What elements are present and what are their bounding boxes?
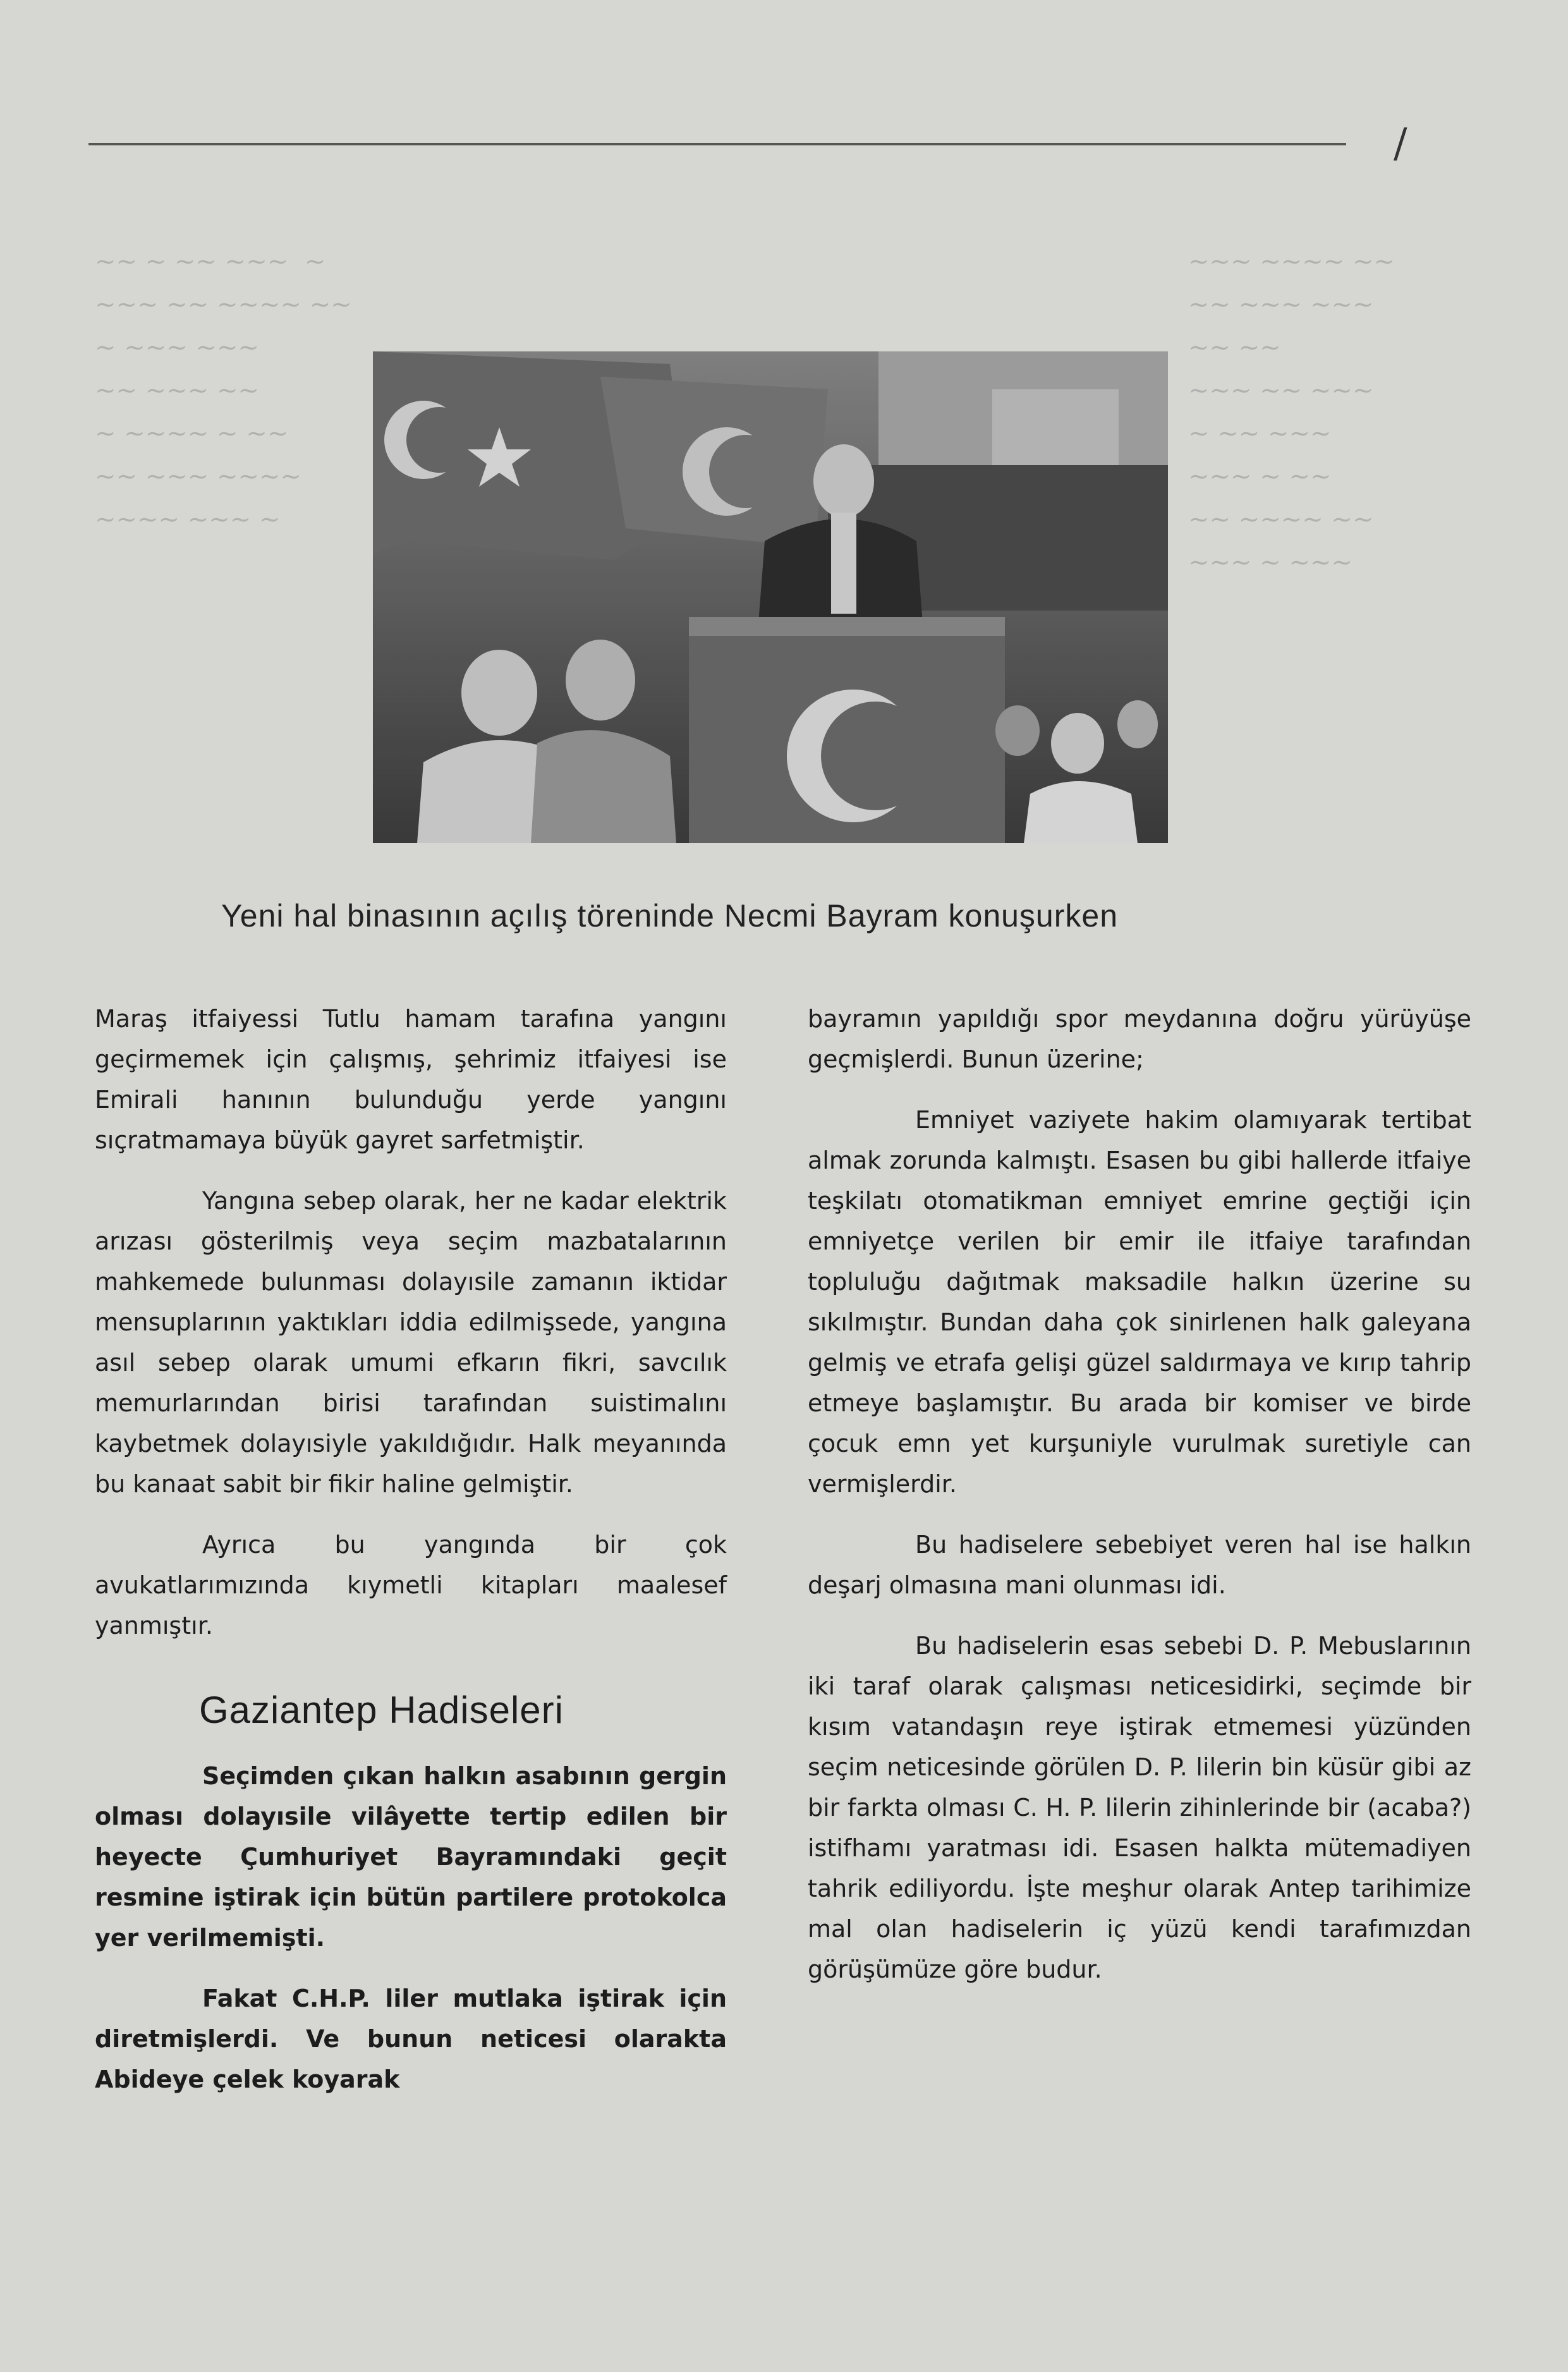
left-paragraph-2: Yangına sebep olarak, her ne kadar elektrik arızası gösterilmiş veya seçim mazbatalarının mahkemede bulunması dolayısile zamanın iktidar mensuplarının yaktıkları iddia edilmişsede, yangına asıl sebep olarak umumi efkarın fikri, savcılık memurlarından birisi tarafından suistimalını kaybetmek dolayısiyle yakıldığıdır. Halk meyanında bu kanaat sabit bir fikir haline gelmiştir. [95, 1187, 727, 1498]
left-paragraph-3: Ayrıca bu yangında bir çok avukatlarımızında kıymetli kitapları maalesef yanmıştır. [95, 1531, 727, 1639]
section-heading: Gaziantep Hadiseleri [199, 1689, 564, 1731]
right-paragraph-1: bayramın yapıldığı spor meydanına doğru yürüyüşe geçmişlerdi. Bunun üzerine; [808, 1005, 1471, 1073]
photo-caption: Yeni hal binasının açılış töreninde Necmi Bayram konuşurken [221, 898, 1119, 934]
bleed-through-left: ~~ ~ ~~ ~~~ ~ ~~~ ~~ ~~~~ ~~ ~ ~~~ ~~~ ~~ ~~~ ~~ ~ ~~~~ ~ ~~ ~~ ~~~ ~~~~ ~~~~ ~~~ ~ [95, 247, 352, 534]
ceremony-photo [373, 351, 1168, 843]
right-paragraph-2: Emniyet vaziyete hakim olamıyarak tertibat almak zorunda kalmıştı. Esasen bu gibi hallerde itfaiye teşkilatı otomatikman emniyet emrine geçtiği için emniyetçe verilen bir emir ile itfaiye tarafından topluluğu dağıtmak maksadile halkın üzerine su sıkılmıştır. Bundan daha çok sinirlenen halk galeyana gelmiş ve etrafa gelişi güzel saldırmaya ve kırıp tahrip etmeye başlamıştır. Bu arada bir komiser ve birde çocuk emn yet kurşuniyle vurulmak suretiyle can vermişlerdir. [808, 1106, 1471, 1498]
header-rule [88, 143, 1346, 145]
left-paragraph-4: Seçimden çıkan halkın asabının gergin olması dolayısile vilâyette tertip edilen bir heyecte Çumhuriyet Bayramındaki geçit resmine iştirak için bütün partilere protokolca yer verilmemişti. [95, 1762, 727, 1952]
bleed-through-right: ~~~ ~~~~ ~~ ~~ ~~~ ~~~ ~~ ~~ ~~~ ~~ ~~~ ~ ~~ ~~~ ~~~ ~ ~~ ~~ ~~~~ ~~ ~~~ ~ ~~~ [1188, 247, 1395, 577]
right-paragraph-3: Bu hadiselere sebebiyet veren hal ise halkın deşarj olmasına mani olunması idi. [808, 1531, 1471, 1599]
right-paragraph-4: Bu hadiselerin esas sebebi D. P. Mebuslarının iki taraf olarak çalışması neticesidirki, seçimde bir kısım vatandaşın reye iştirak etmemesi yüzünden seçim neticesinde görülen D. P. lilerin bin küsür gibi az bir farkta olması C. H. P. lilerin zihinlerinde bir (acaba?) istifhamı yaratması idi. Esasen halkta mütemadiyen tahrik ediliyordu. İşte meşhur olarak Antep tarihimize mal olan hadiselerin iç yüzü kendi tarafımızdan görüşümüze göre budur. [808, 1632, 1471, 1983]
page-number: / [1394, 120, 1407, 167]
left-paragraph-5: Fakat C.H.P. liler mutlaka iştirak için diretmişlerdi. Ve bunun neticesi olarakta Abideye çelek koyarak [95, 1985, 727, 2093]
left-paragraph-1: Maraş itfaiyessi Tutlu hamam tarafına yangını geçirmemek için çalışmış, şehrimiz itfaiyesi ise Emirali hanının bulunduğu yerde yangını sıçratmamaya büyük gayret sarfetmiştir. [95, 1005, 727, 1154]
left-column [95, 999, 727, 2120]
right-column [808, 999, 1471, 2010]
